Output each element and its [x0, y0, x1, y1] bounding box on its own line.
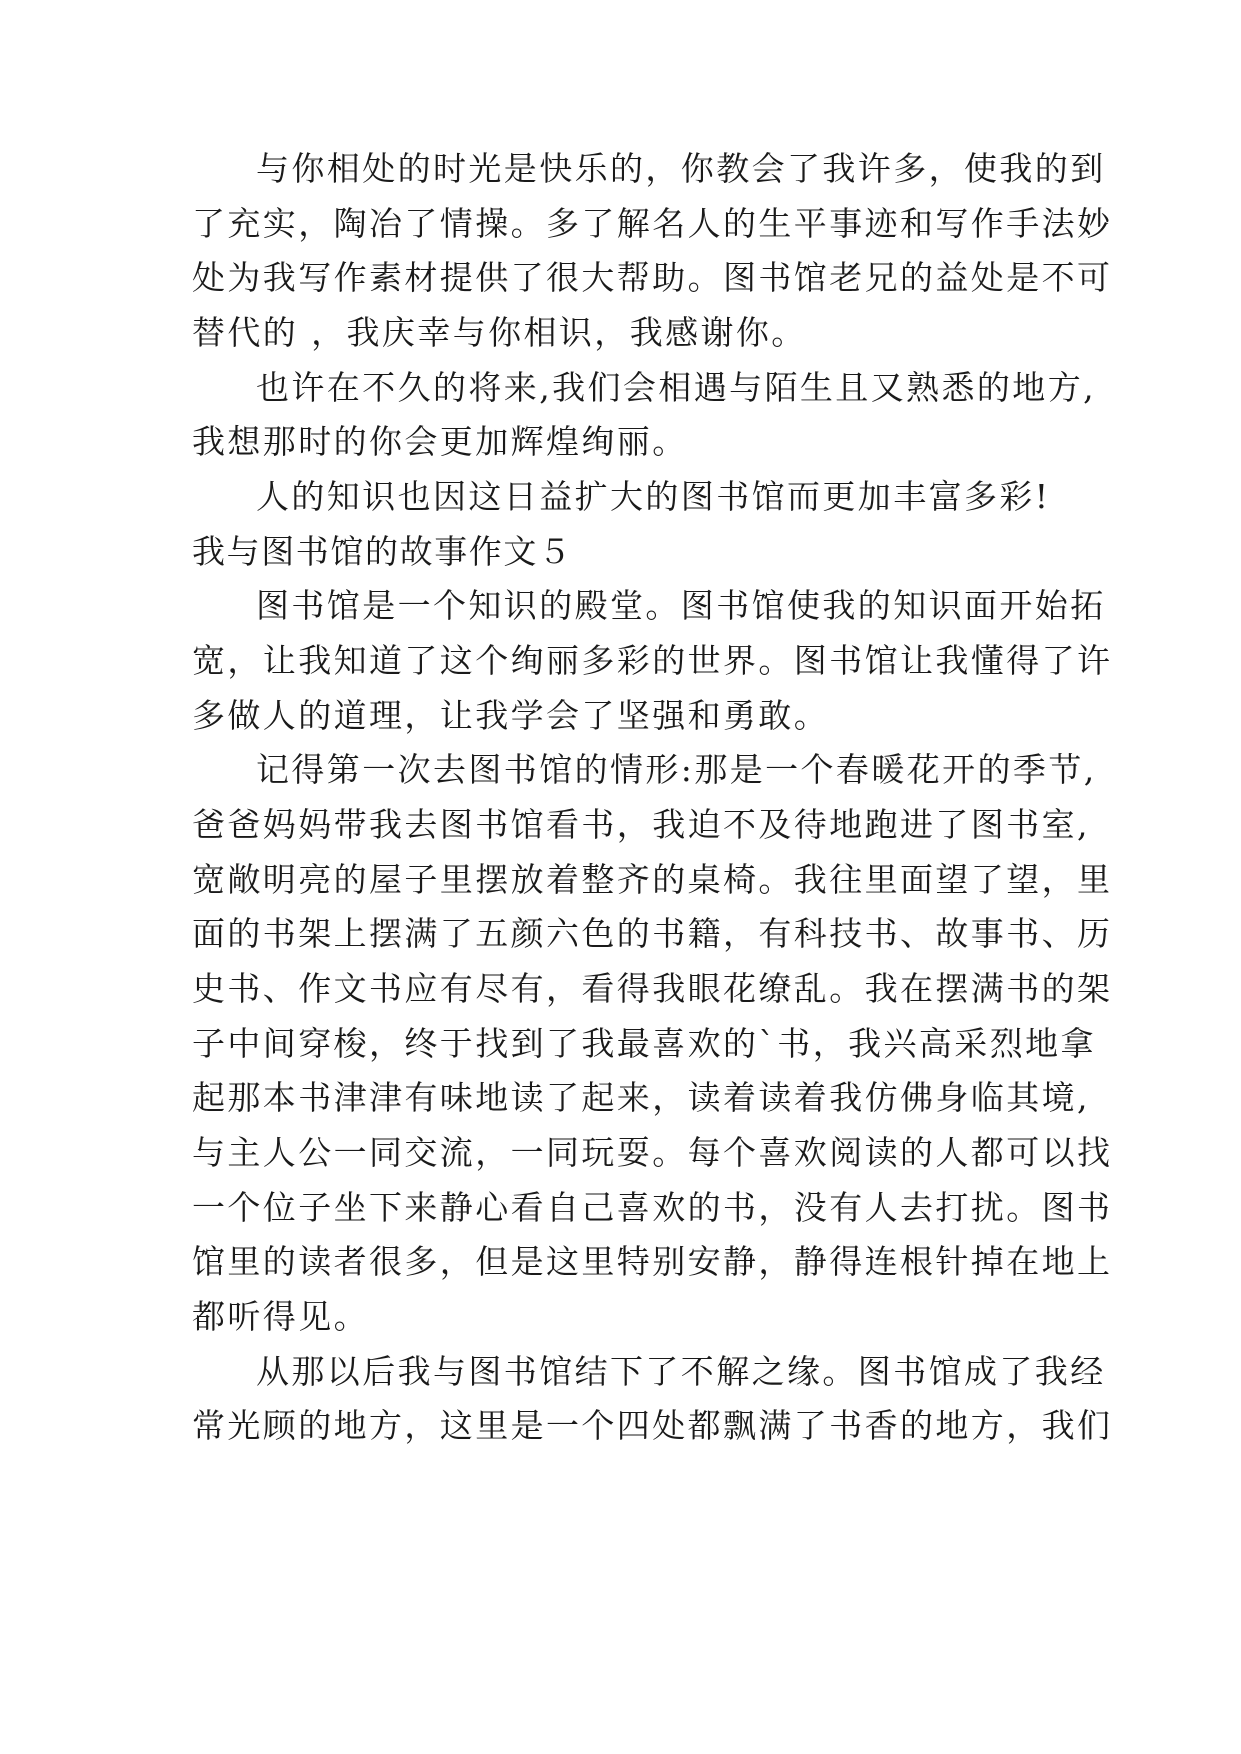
paragraph-line: 人的知识也因这日益扩大的图书馆而更加丰富多彩!	[256, 477, 1051, 516]
paragraph-line: 替代的 ，我庆幸与你相识，我感谢你。	[192, 313, 807, 352]
paragraph-line: 从那以后我与图书馆结下了不解之缘。图书馆成了我经	[256, 1352, 1106, 1391]
paragraph-line: 史书、作文书应有尽有，看得我眼花缭乱。我在摆满书的架	[192, 969, 1113, 1008]
paragraph-line: 面的书架上摆满了五颜六色的书籍，有科技书、故事书、历	[192, 914, 1113, 953]
paragraph-line: 图书馆是一个知识的殿堂。图书馆使我的知识面开始拓	[256, 586, 1106, 625]
paragraph-line: 我想那时的你会更加辉煌绚丽。	[192, 422, 688, 461]
paragraph-line: 馆里的读者很多，但是这里特别安静，静得连根针掉在地上	[192, 1242, 1113, 1281]
paragraph-line: 处为我写作素材提供了很大帮助。图书馆老兄的益处是不可	[192, 258, 1113, 297]
paragraph-line: 记得第一次去图书馆的情形:那是一个春暖花开的季节,	[256, 750, 1097, 789]
paragraph-line: 宽，让我知道了这个绚丽多彩的世界。图书馆让我懂得了许	[192, 641, 1113, 680]
paragraph-line: 了充实，陶冶了情操。多了解名人的生平事迹和写作手法妙	[192, 204, 1113, 243]
section-heading: 我与图书馆的故事作文５	[192, 532, 573, 571]
paragraph-line: 多做人的道理，让我学会了坚强和勇敢。	[192, 696, 830, 735]
paragraph-line: 爸爸妈妈带我去图书馆看书，我迫不及待地跑进了图书室,	[192, 805, 1090, 844]
paragraph-line: 与你相处的时光是快乐的，你教会了我许多，使我的到	[256, 149, 1106, 188]
paragraph-line: 一个位子坐下来静心看自己喜欢的书，没有人去打扰。图书	[192, 1188, 1113, 1227]
paragraph-line: 宽敞明亮的屋子里摆放着整齐的桌椅。我往里面望了望，里	[192, 860, 1113, 899]
paragraph-line: 也许在不久的将来,我们会相遇与陌生且又熟悉的地方,	[256, 368, 1096, 407]
paragraph-line: 子中间穿梭，终于找到了我最喜欢的`书，我兴高采烈地拿	[192, 1024, 1096, 1063]
paragraph-line: 常光顾的地方，这里是一个四处都飘满了书香的地方，我们	[192, 1406, 1113, 1445]
paragraph-line: 与主人公一同交流，一同玩耍。每个喜欢阅读的人都可以找	[192, 1133, 1113, 1172]
paragraph-line: 都听得见。	[192, 1297, 369, 1336]
paragraph-line: 起那本书津津有味地读了起来，读着读着我仿佛身临其境,	[192, 1078, 1090, 1117]
